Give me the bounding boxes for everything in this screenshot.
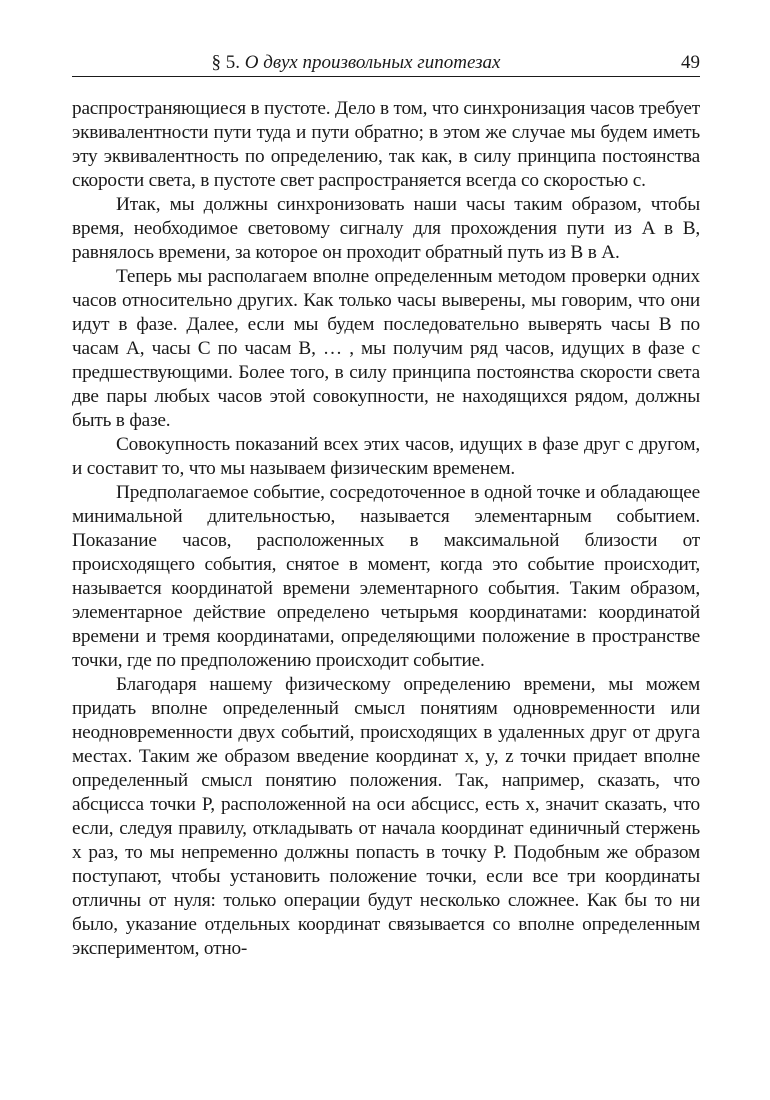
running-head	[72, 50, 700, 77]
paragraph-1: распространяющиеся в пустоте. Дело в том, что синхронизация часов требует эквивалентности пути туда и пути обратно; в этом же случае мы будем иметь эту эквивалентность по определению, так как, в силу принципа постоянства скорости света, в пустоте свет распространяется всегда со скоростью c.	[72, 98, 700, 191]
page-number: 49	[681, 52, 700, 73]
body-text	[72, 97, 700, 961]
paragraph-3: Теперь мы располагаем вполне определенным методом проверки одних часов относительно других. Как только часы выверены, мы говорим, что они идут в фазе. Далее, если мы будем последовательно выверять часы B по часам A, часы C по часам B, … , мы получим ряд часов, идущих в фазе с предшествующими. Более того, в силу принципа постоянства скорости света две пары любых часов этой совокупности, не находящихся рядом, должны быть в фазе.	[72, 266, 700, 431]
paragraph-6: Благодаря нашему физическому определению времени, мы можем придать вполне определенный смысл понятиям одновременности или неодновременности двух событий, происходящих в удаленных друг от друга местах. Таким же образом введение координат x, y, z точки придает вполне определенный смысл понятию положения. Так, например, сказать, что абсцисса точки P, расположенной на оси абсцисс, есть x, значит сказать, что если, следуя правилу, откладывать от начала координат единичный стержень x раз, то мы непременно должны попасть в точку P. Подобным же образом поступают, чтобы установить положение точки, если все три координаты отличны от нуля: только операции будут несколько сложнее. Как бы то ни было, указание отдельных координат связывается со вполне определенным экспериментом, отно-	[72, 674, 700, 959]
paragraph-4: Совокупность показаний всех этих часов, идущих в фазе друг с другом, и составит то, что мы называем физическим временем.	[72, 434, 700, 479]
section-title: О двух произвольных гипотезах	[244, 52, 501, 73]
running-title	[72, 52, 640, 74]
section-number: § 5.	[211, 52, 241, 73]
paragraph-2: Итак, мы должны синхронизовать наши часы таким образом, чтобы время, необходимое световому сигналу для прохождения пути из A в B, равнялось времени, за которое он проходит обратный путь из B в A.	[72, 194, 700, 263]
paragraph-5: Предполагаемое событие, сосредоточенное в одной точке и обладающее минимальной длительностью, называется элементарным событием. Показание часов, расположенных в максимальной близости от происходящего события, снятое в момент, когда это событие происходит, называется координатой времени элементарного события. Таким образом, элементарное действие определено четырьмя координатами: координатой времени и тремя координатами, определяющими положение в пространстве точки, где по предположению происходит событие.	[72, 482, 700, 671]
